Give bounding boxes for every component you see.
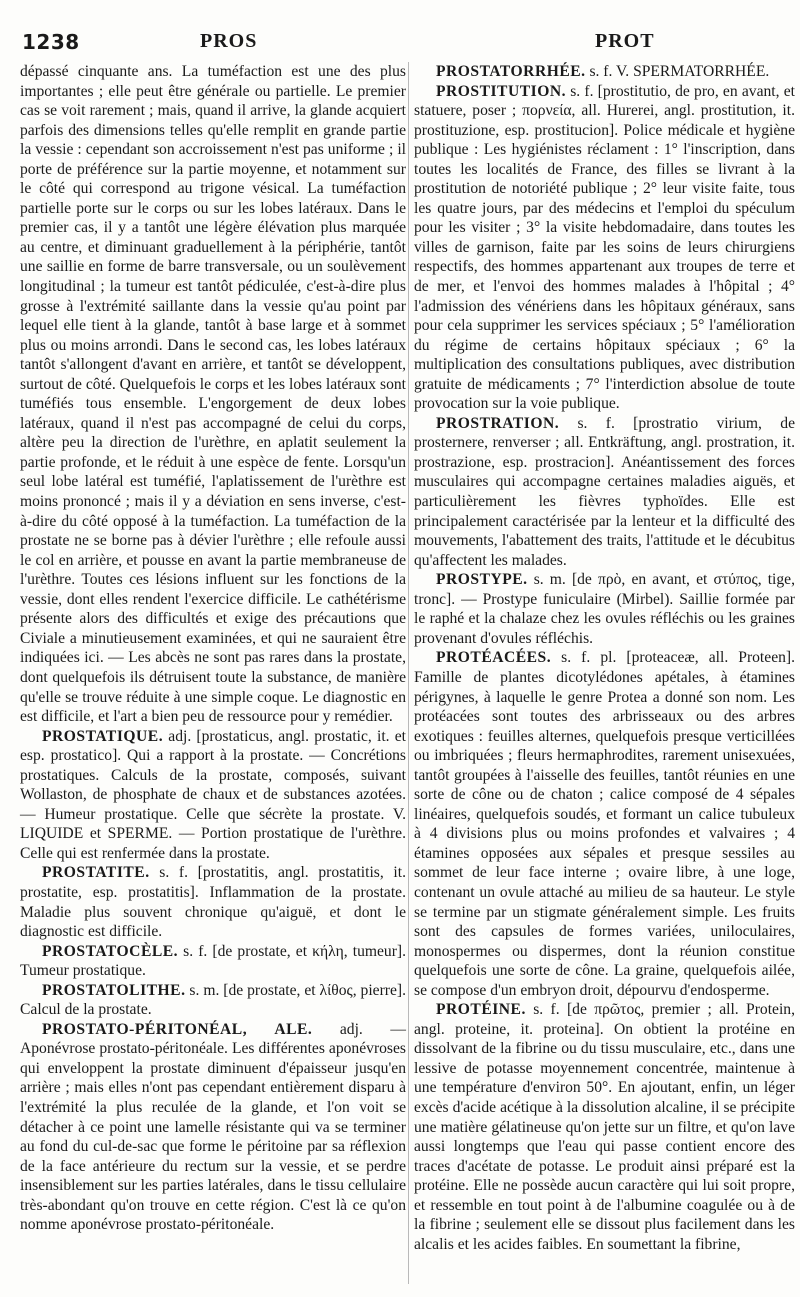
- entry-headword: PROTÉINE.: [436, 1001, 526, 1019]
- page-number: 1238: [22, 30, 80, 54]
- entry-body: s. m. [de prostate, et λίθος, pierre]. Calcul de la prostate.: [20, 981, 406, 1019]
- entry-headword: PROSTATORRHÉE.: [436, 63, 586, 80]
- entry-body: s. f. [prostratio virium, de prosternere, renverser ; all. Entkräftung, angl. prostration, it. prostrazione, esp. prostracion]. Anéantissement des forces musculaires qui accompagne certaines maladies aiguës, et particulièrement les fièvres typhoïdes. Elle est principalement caractérisée par la lenteur et la difficulté des mouvements, l'abattement des traits, l'attitude et le décubitus qu'affectent les malades.: [414, 414, 795, 569]
- entry-proteine: [414, 1000, 795, 1254]
- entry-body: s. f. [de prostate, et κήλη, tumeur]. Tumeur prostatique.: [20, 942, 406, 980]
- page-header: [20, 30, 788, 60]
- entry-prostato-peritoneal: [20, 1020, 406, 1235]
- left-column: [20, 62, 406, 1235]
- entry-body: s. f. [prostitutio, de pro, en avant, et statuere, poser ; πορνεία, all. Hurerei, angl. prostitution, it. prostituzione, esp. prostitucion]. Police médicale et hygiène publique : Les hygiénistes réclament : 1° l'inscription, dans toutes les localités de France, des filles se livrant à la prostitution de notoriété publique ; 2° leur visite faite, tous les quatre jours, par des médecins et l'emploi du spéculum pour les visiter ; 3° la visite hebdomadaire, dans toutes les villes de garnison, faite par les soins de leurs chirurgiens respectifs, des hommes appartenant aux troupes de terre et de mer, et l'envoi des hommes malades à l'hôpital ; 4° l'admission des vénériens dans les hôpitaux généraux, sans pour cela supprimer les services spéciaux ; 5° l'amélioration du régime de certains hôpitaux spéciaux ; 6° la multiplication des consultations publiques, avec distribution gratuite de médicaments ; 7° l'interdiction absolue de toute provocation sur la voie publique.: [414, 82, 795, 413]
- entry-headword: PROSTITUTION.: [436, 82, 566, 100]
- entry-headword: PROSTYPE.: [436, 571, 528, 589]
- right-column: [414, 62, 795, 1254]
- entry-body: s. f. V. SPERMATORRHÉE.: [585, 63, 770, 80]
- entry-prostatite: [20, 863, 406, 941]
- entry-headword: PROSTRATION.: [436, 414, 560, 432]
- entry-prostatique: [20, 727, 406, 864]
- continuation-paragraph: dépassé cinquante ans. La tuméfaction est une des plus importantes ; elle peut être générale ou partielle. Le premier cas se voit rarement ; mais, quand il arrive, la glande acquiert parfois des dimensions telles qu'elle remplit en grande partie la vessie : cependant son accroissement n'est pas uniforme ; il porte de préférence sur la partie moyenne, et notamment sur le côté qui correspond au trigone vésical. La tuméfaction partielle porte sur le corps ou sur les lobes latéraux. Dans le premier cas, il y a tantôt une légère élévation plus marquée au centre, et diminuant graduellement à la périphérie, tantôt une saillie en forme de barre transversale, ou un soulèvement longitudinal ; la tumeur est tantôt pédiculée, c'est-à-dire plus grosse à l'extrémité saillante dans la vessie qu'au point par lequel elle tient à la glande, tantôt à base large et à sommet plus ou moins arrondi. Dans le second cas, les lobes latéraux tantôt s'allongent d'avant en arrière, et tantôt se développent, surtout de côté. Quelquefois le corps et les lobes latéraux sont tuméfiés tous ensemble. L'engorgement de deux lobes latéraux, quand il n'est pas accompagné de celui du corps, altère peu la direction de l'urèthre, en aplatit seulement la partie profonde, et le réduit à une espèce de fente. Lorsqu'un seul lobe latéral est tuméfié, l'aplatissement de l'urèthre est moins prononcé ; mais il y a déviation en sens inverse, c'est-à-dire du côté opposé à la tuméfaction. La tuméfaction de la prostate ne se borne pas à dévier l'urèthre ; elle refoule aussi le col en arrière, et pousse en avant la partie membraneuse de l'urèthre. Toutes ces lésions influent sur les fonctions de la vessie, dont elles rendent l'exercice difficile. Le cathétérisme présente alors des difficultés et exige des précautions que Civiale a minutieusement examinées, et qui ne sauraient être indiquées ici. — Les abcès ne sont pas rares dans la prostate, dont quelquefois ils détruisent toute la substance, de manière qu'elle se trouve réduite à une simple coque. Le diagnostic en est difficile, et l'art a bien peu de ressource pour y remédier.: [20, 63, 406, 726]
- entry-proteacees: [414, 648, 795, 1000]
- running-head-left: PROS: [200, 30, 258, 52]
- entry-headword: PROSTATOLITHE.: [42, 981, 186, 999]
- entry-body: s. f. pl. [proteaceæ, all. Proteen]. Famille de plantes dicotylédones apétales, à étamines périgynes, à laquelle le genre Protea a donné son nom. Les protéacées sont toutes des arbrisseaux ou des arbres exotiques : feuilles alternes, quelquefois presque verticillées ou imbriquées ; fleurs hermaphrodites, rarement unisexuées, tantôt groupées à l'aisselle des feuilles, tantôt réunies en une sorte de cône ou de chaton ; calice composé de 4 sépales linéaires, quelquefois soudés, et formant un calice tubuleux à 4 divisions plus ou moins profondes et valvaires ; 4 étamines opposées aux sépales et presque sessiles au sommet de leur face interne ; ovaire libre, à une loge, contenant un ovule attaché au milieu de sa hauteur. Le style se termine par un stigmate généralement simple. Les fruits sont des capsules de formes variées, uniloculaires, monospermes ou dispermes, dont la réunion constitue quelquefois une sorte de cône. La graine, quelquefois ailée, se compose d'un embryon droit, dépourvu d'endosperme.: [414, 649, 795, 999]
- entry-body: s. f. [de πρῶτος, premier ; all. Protein, angl. proteine, it. proteina]. On obtient la protéine en dissolvant de la fibrine ou du tissu musculaire, etc., dans une lessive de potasse moyennement concentrée, maintenue à une température d'environ 50°. En ajoutant, enfin, un léger excès d'acide acétique à la dissolution alcaline, il se précipite une matière gélatineuse qu'on jette sur un filtre, et qu'on lave aussi longtemps que l'eau qui passe contient encore des traces d'acétate de potasse. Le produit ainsi préparé est la protéine. Elle ne possède aucun caractère qui lui soit propre, et ressemble en tout point à de l'albumine coagulée ou à de la fibrine ; seulement elle se dissout plus facilement dans les alcalis et les acides faibles. En soumettant la fibrine,: [414, 1001, 795, 1253]
- entry-body: s. f. [prostatitis, angl. prostatitis, it. prostatite, esp. prostatitis]. Inflammation de la prostate. Maladie plus souvent chronique qu'aiguë, et dont le diagnostic est difficile.: [20, 864, 406, 941]
- entry-prostype: [414, 570, 795, 648]
- running-head-right: PROT: [595, 30, 655, 52]
- entry-body: s. m. [de πρὸ, en avant, et στύπος, tige, tronc]. — Prostype funiculaire (Mirbel). Saillie formée par le raphé et la chalaze chez les ovules réfléchis ou les graines provenant d'ovules réfléchis.: [414, 571, 795, 647]
- entry-headword: PROSTATIQUE.: [42, 727, 164, 745]
- entry-headword: PROSTATITE.: [42, 864, 150, 882]
- entry-prostitution: [414, 82, 795, 414]
- entry-body: adj. [prostaticus, angl. prostatic, it. et esp. prostatico]. Qui a rapport à la prostate. — Concrétions prostatiques. Calculs de la prostate, composés, suivant Wollaston, de phosphate de chaux et de substances azotées. — Humeur prostatique. Celle que sécrète la prostate. V. LIQUIDE et SPERME. — Portion prostatique de l'urèthre. Celle qui est renfermée dans la prostate.: [20, 727, 406, 862]
- entry-headword: PROTÉACÉES.: [436, 649, 552, 667]
- entry-prostration: [414, 414, 795, 570]
- entry-body: adj. — Aponévrose prostato-péritonéale. Les différentes aponévroses qui enveloppent la prostate diminuent d'épaisseur jusqu'en arrière ; mais elles n'ont pas cependant entièrement disparu à l'extrémité la plus reculée de la glande, et l'on voit se détacher à ce point une lamelle résistante qui va se terminer au fond du cul-de-sac que forme le péritoine par sa réflexion de la face antérieure du rectum sur la vessie, et se perdre insensiblement sur les parties latérales, dans le tissu cellulaire très-abondant qu'on trouve en cette région. C'est là ce qu'on nomme aponévrose prostato-péritonéale.: [20, 1020, 407, 1234]
- entry-headword: PROSTATO-PÉRITONÉAL, ALE.: [42, 1020, 313, 1038]
- entry-prostatocele: [20, 942, 406, 981]
- entry-headword: PROSTATOCÈLE.: [42, 942, 179, 960]
- entry-prostatorrhee: [414, 62, 795, 82]
- column-divider: [408, 62, 409, 1284]
- entry-prostatolithe: [20, 981, 406, 1020]
